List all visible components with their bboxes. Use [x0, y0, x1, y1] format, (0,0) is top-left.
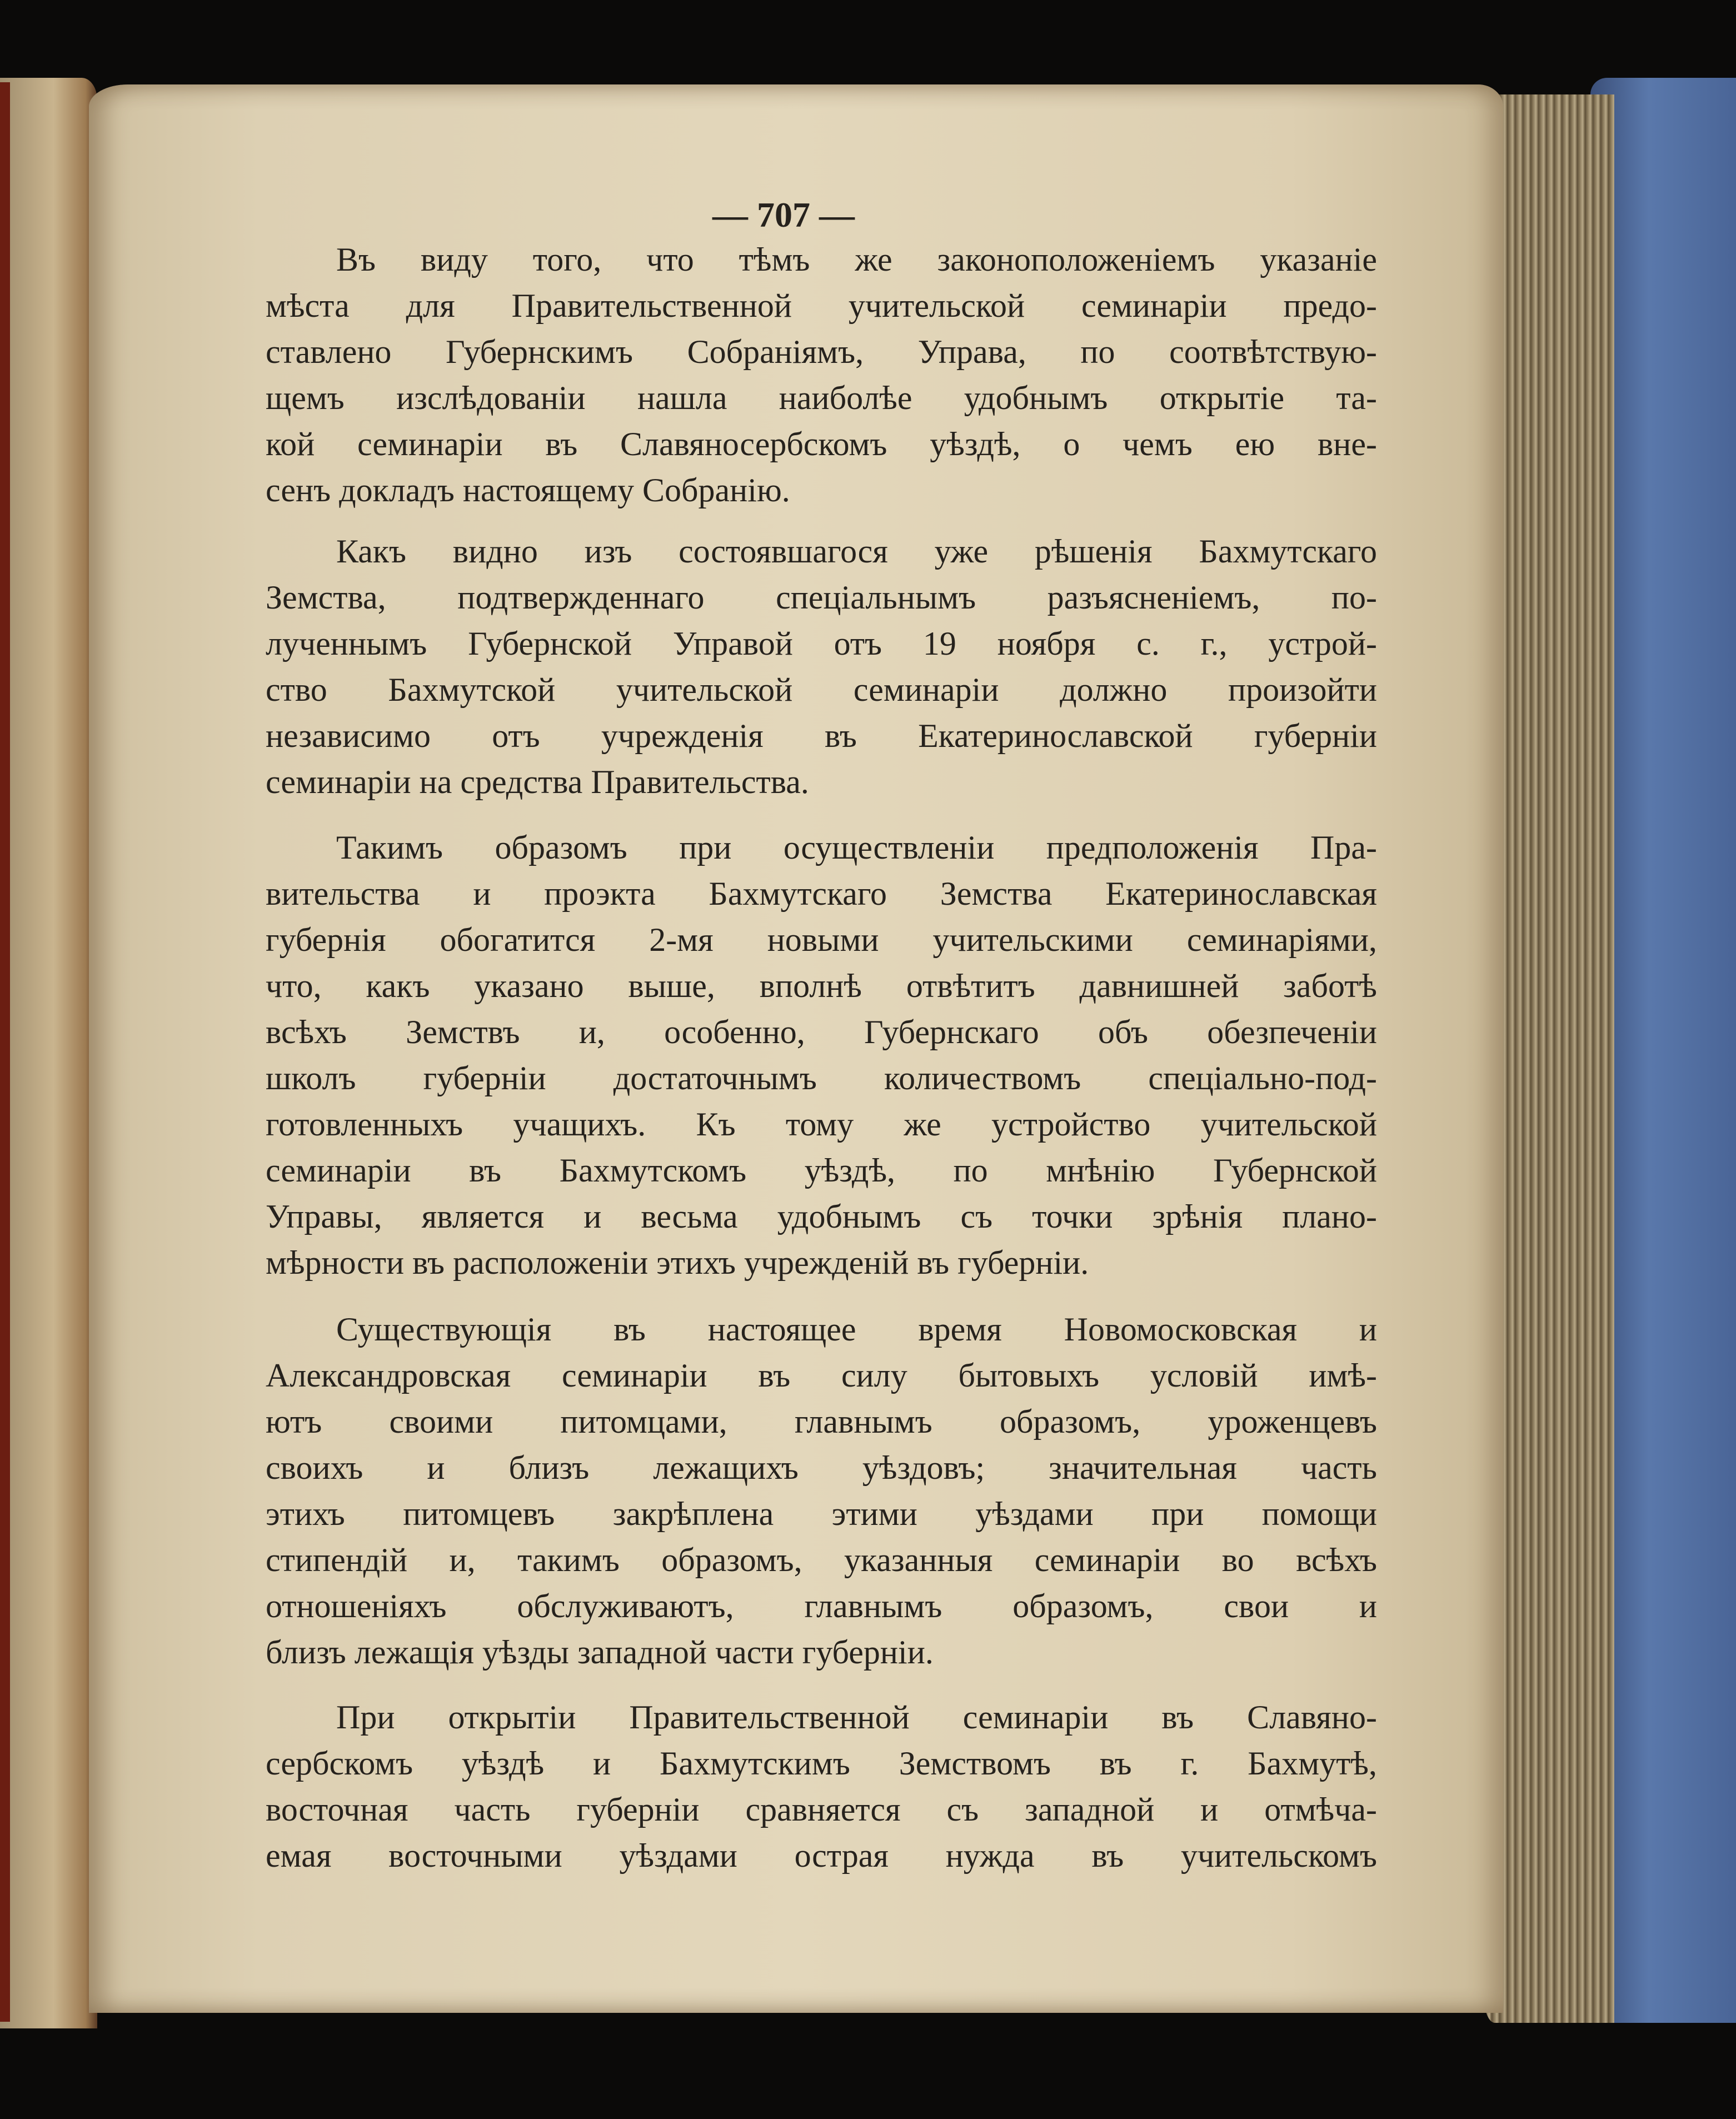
- text-line: Существующія въ настоящее время Новомосковская и: [336, 1311, 1377, 1348]
- left-cover-edge: [0, 82, 10, 2022]
- page-stack-edge: [1484, 94, 1614, 2023]
- text-line: лученнымъ Губернской Управой отъ 19 ноября с. г., устрой-: [266, 625, 1377, 662]
- text-line: семинаріи въ Бахмутскомъ уѣздѣ, по мнѣнію Губернской: [266, 1152, 1377, 1189]
- text-line: готовленныхъ учащихъ. Къ тому же устройство учительской: [266, 1106, 1377, 1143]
- text-line: ство Бахмутской учительской семинаріи должно произойти: [266, 671, 1377, 708]
- text-line: сенъ докладъ настоящему Собранію.: [266, 472, 790, 508]
- page-number: — 707 —: [712, 195, 855, 235]
- text-line: мѣста для Правительственной учительской семинаріи предо-: [266, 287, 1377, 324]
- text-line: Земства, подтвержденнаго спеціальнымъ разъясненіемъ, по-: [266, 579, 1377, 616]
- text-line: независимо отъ учрежденія въ Екатеринославской губерніи: [266, 717, 1377, 754]
- text-line: вительства и проэкта Бахмутскаго Земства Екатеринославская: [266, 875, 1377, 912]
- text-line: отношеніяхъ обслуживаютъ, главнымъ образомъ, свои и: [266, 1588, 1377, 1624]
- text-line: Какъ видно изъ состоявшагося уже рѣшенія Бахмутскаго: [336, 533, 1377, 570]
- text-line: Управы, является и весьма удобнымъ съ точки зрѣнія плано-: [266, 1198, 1377, 1235]
- text-line: Въ виду того, что тѣмъ же законоположеніемъ указаніе: [336, 241, 1377, 278]
- text-line: своихъ и близъ лежащихъ уѣздовъ; значительная часть: [266, 1449, 1377, 1486]
- text-line: что, какъ указано выше, вполнѣ отвѣтитъ давнишней заботѣ: [266, 968, 1377, 1004]
- text-line: сербскомъ уѣздѣ и Бахмутскимъ Земствомъ въ г. Бахмутѣ,: [266, 1745, 1377, 1782]
- left-page-edge: [0, 78, 97, 2028]
- text-line: кой семинаріи въ Славяносербскомъ уѣздѣ, о чемъ ею вне-: [266, 426, 1377, 462]
- text-line: губернія обогатится 2-мя новыми учительскими семинаріями,: [266, 921, 1377, 958]
- book-page: [89, 84, 1503, 2013]
- text-line: школъ губерніи достаточнымъ количествомъ спеціально-под-: [266, 1060, 1377, 1096]
- text-line: этихъ питомцевъ закрѣплена этими уѣздами при помощи: [266, 1495, 1377, 1532]
- text-line: При открытіи Правительственной семинаріи въ Славяно-: [336, 1699, 1377, 1736]
- text-line: восточная часть губерніи сравняется съ западной и отмѣча-: [266, 1791, 1377, 1828]
- text-line: близъ лежащія уѣзды западной части губерніи.: [266, 1634, 934, 1671]
- text-line: ставлено Губернскимъ Собраніямъ, Управа, по соотвѣтствую-: [266, 333, 1377, 370]
- text-line: емая восточными уѣздами острая нужда въ учительскомъ: [266, 1837, 1377, 1874]
- text-line: щемъ изслѣдованіи нашла наиболѣе удобнымъ открытіе та-: [266, 380, 1377, 416]
- text-line: мѣрности въ расположеніи этихъ учрежденій въ губерніи.: [266, 1244, 1089, 1281]
- text-line: всѣхъ Земствъ и, особенно, Губернскаго объ обезпеченіи: [266, 1014, 1377, 1050]
- text-line: семинаріи на средства Правительства.: [266, 764, 809, 800]
- text-line: Александровская семинаріи въ силу бытовыхъ условій имѣ-: [266, 1357, 1377, 1394]
- text-line: ютъ своими питомцами, главнымъ образомъ, уроженцевъ: [266, 1403, 1377, 1440]
- text-line: стипендій и, такимъ образомъ, указанныя семинаріи во всѣхъ: [266, 1542, 1377, 1578]
- text-line: Такимъ образомъ при осуществленіи предположенія Пра-: [336, 829, 1377, 866]
